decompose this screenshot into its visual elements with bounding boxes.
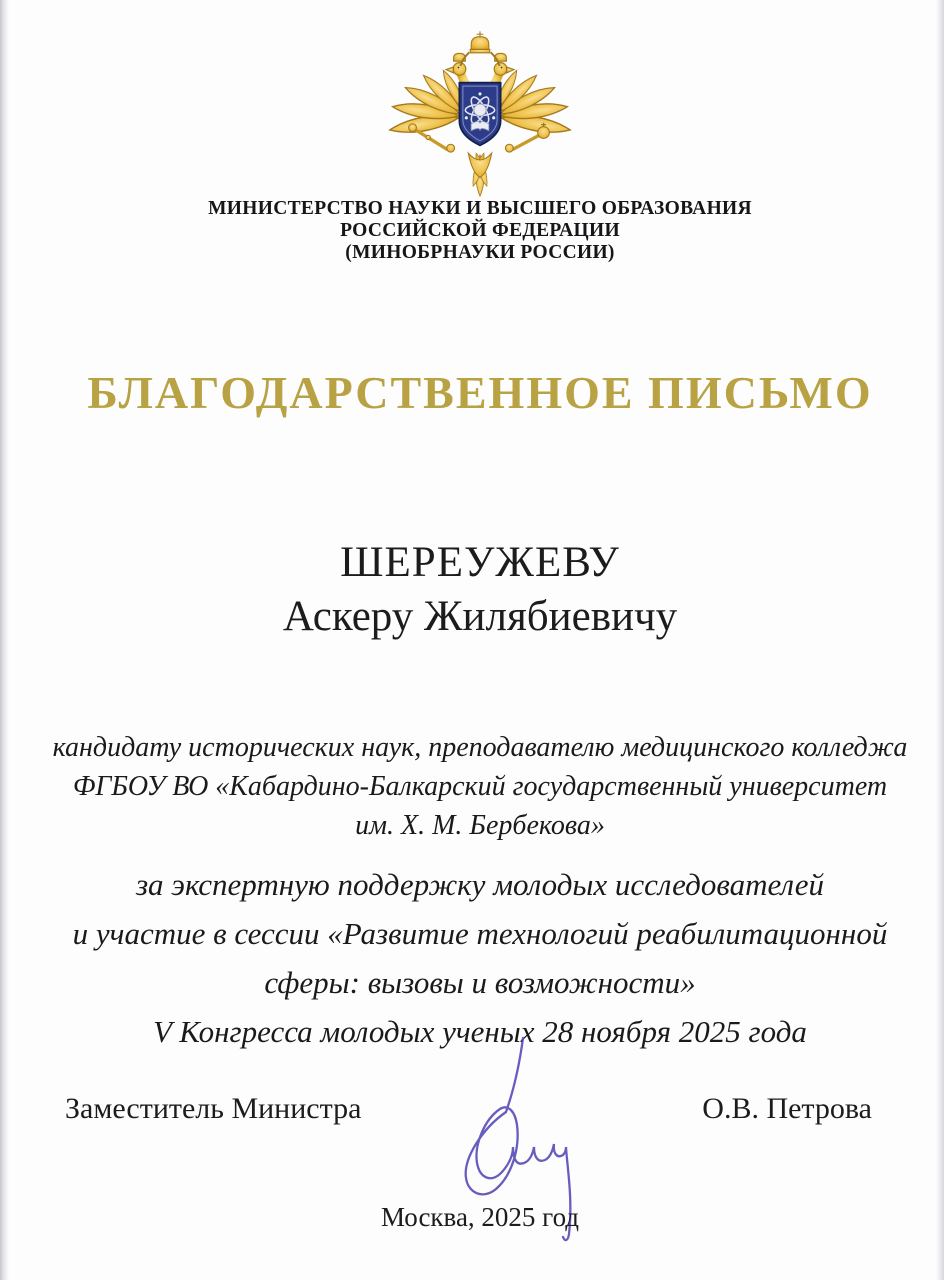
description-line-1: кандидату исторических наук, преподавателю медицинского колледжа (52, 732, 908, 763)
certificate-content (16, 0, 944, 1280)
ministry-line-3: (МИНОБРНАУКИ РОССИИ) (345, 242, 615, 263)
description-line-3: им. Х. М. Бербекова» (355, 810, 605, 841)
reason-line-2: и участие в сессии «Развитие технологий реабилитационной (72, 916, 888, 951)
recipient-surname: ШЕРЕУЖЕВУ (340, 539, 620, 586)
signer-position-label: Заместитель Министра (65, 1092, 362, 1125)
document-title: БЛАГОДАРСТВЕННОЕ ПИСЬМО (87, 367, 873, 418)
paper-left-edge (0, 0, 9, 1280)
ministry-line-2: РОССИЙСКОЙ ФЕДЕРАЦИИ (340, 220, 620, 241)
reason-line-1: за экспертную поддержку молодых исследователей (135, 867, 825, 902)
double-headed-eagle-icon (382, 24, 578, 200)
recipient-name-patronymic: Аскеру Жилябиевичу (282, 593, 678, 640)
signer-name: О.В. Петрова (702, 1092, 872, 1125)
ministry-name-block (16, 198, 944, 264)
description-line-2: ФГБОУ ВО «Кабардино-Балкарский государственный университет (72, 771, 888, 802)
reason-line-3: сферы: вызовы и возможности» (264, 965, 696, 1000)
reason-line-4: V Конгресса молодых ученых 28 ноября 2025 года (153, 1014, 807, 1049)
ministry-line-1: МИНИСТЕРСТВО НАУКИ И ВЫСШЕГО ОБРАЗОВАНИЯ (208, 198, 752, 219)
ministry-emblem (382, 24, 578, 200)
place-and-year: Москва, 2025 год (380, 1202, 580, 1232)
recipient-description-block (16, 728, 944, 845)
gratitude-reason-block (16, 860, 944, 1056)
